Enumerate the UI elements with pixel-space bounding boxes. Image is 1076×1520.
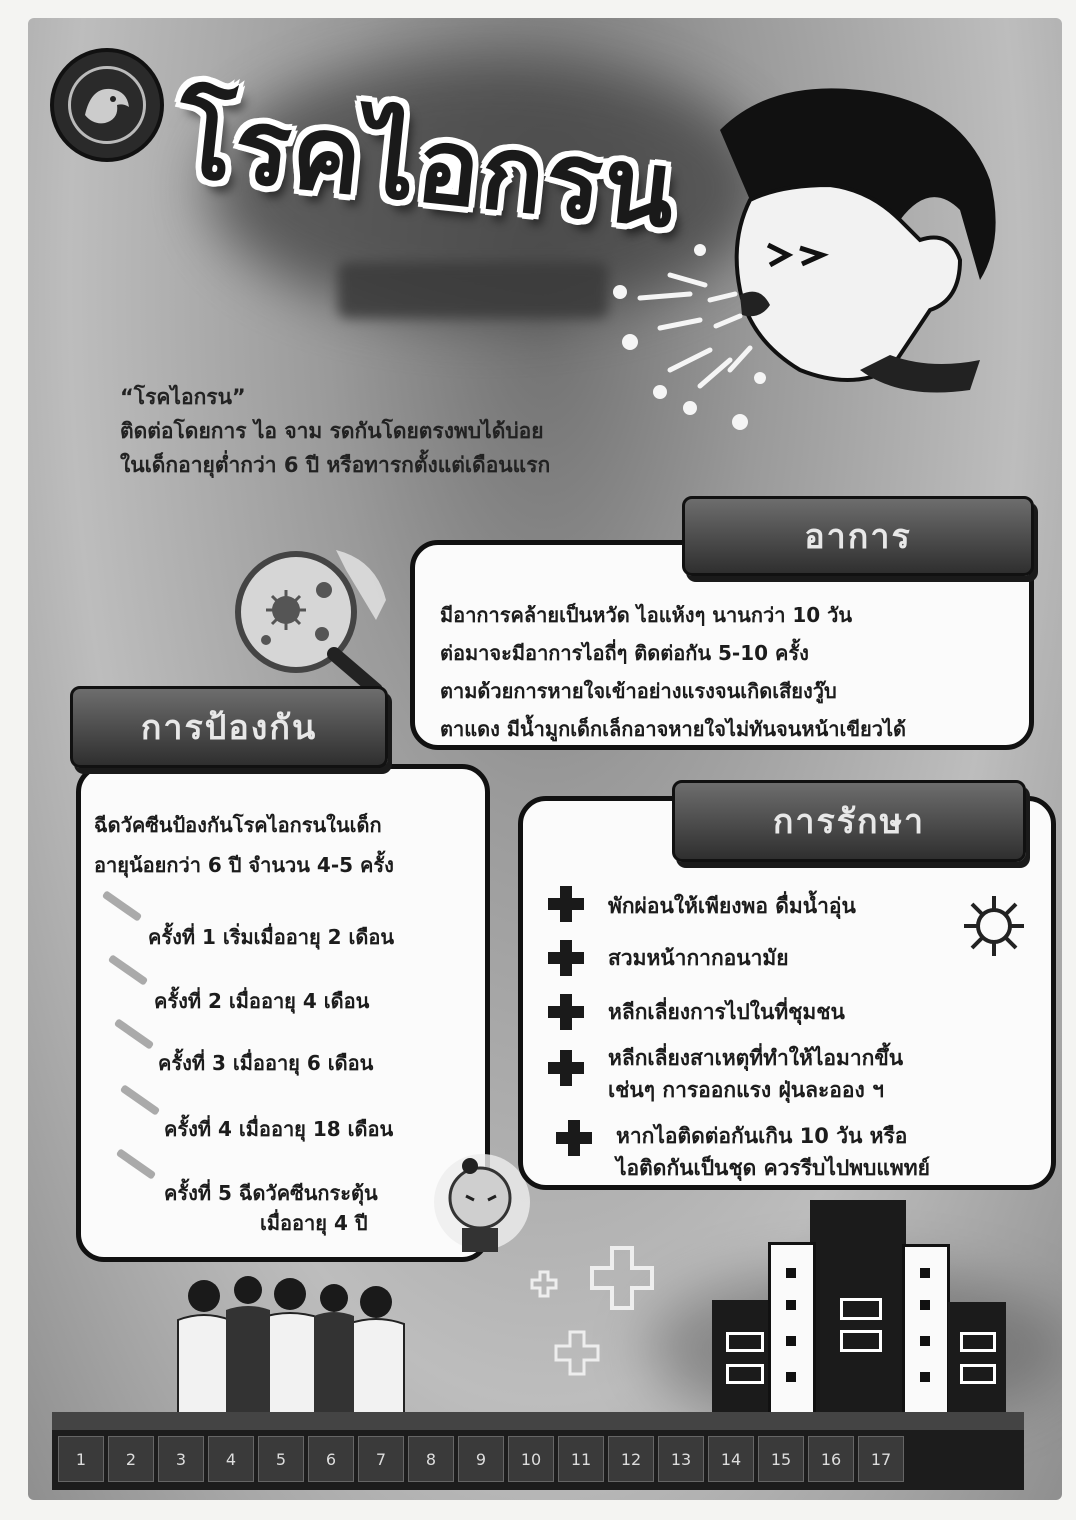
poster-title: โรคไอกรน xyxy=(170,77,683,252)
sdg-tile-15: 15 xyxy=(758,1436,804,1482)
treatment-item-3: หลีกเลี่ยงการไปในที่ชุมชน xyxy=(608,1000,845,1024)
medical-cross-icon xyxy=(548,994,584,1030)
seal-inner-ring xyxy=(68,66,146,144)
window xyxy=(960,1364,996,1384)
sdg-tile-11: 11 xyxy=(558,1436,604,1482)
window xyxy=(726,1332,764,1352)
treatment-item-5-cont: ไอติดกันเป็นชุด ควรรีบไปพบแพทย์ xyxy=(616,1156,930,1180)
sdg-tile-1: 1 xyxy=(58,1436,104,1482)
dose-5: ครั้งที่ 5 ฉีดวัคซีนกระตุ้น xyxy=(164,1181,378,1205)
medical-cross-icon xyxy=(548,886,584,922)
medical-cross-icon xyxy=(556,1120,592,1156)
coughing-person-icon xyxy=(600,70,1040,430)
window xyxy=(840,1330,882,1352)
prevention-heading: การป้องกัน xyxy=(70,686,388,768)
intro-quote: “โรคไอกรน” xyxy=(120,385,246,409)
symptoms-line-1: มีอาการคล้ายเป็นหวัด ไอแห้งๆ นานกว่า 10 วัน xyxy=(440,603,853,627)
sdg-tile-16: 16 xyxy=(808,1436,854,1482)
treatment-heading: การรักษา xyxy=(672,780,1026,862)
symptoms-line-2: ต่อมาจะมีอาการไอถี่ๆ ติดต่อกัน 5-10 ครั้ง xyxy=(440,641,809,665)
window xyxy=(786,1336,796,1346)
prevention-intro-1: ฉีดวัคซีนป้องกันโรคไอกรนในเด็ก xyxy=(94,813,382,837)
hospital-wing-right xyxy=(948,1302,1006,1416)
seal-icon xyxy=(50,48,164,162)
treatment-item-2: สวมหน้ากากอนามัย xyxy=(608,946,789,970)
sdg-tile-4: 4 xyxy=(208,1436,254,1482)
subtitle-blurred xyxy=(338,262,608,318)
intro-line-1: ติดต่อโดยการ ไอ จาม รดกันโดยตรงพบได้บ่อย xyxy=(120,419,544,443)
symptoms-line-4: ตาแดง มีน้ำมูกเด็กเล็กอาจหายใจไม่ทันจนหน้าเขียวได้ xyxy=(440,717,906,741)
medical-cross-icon xyxy=(548,940,584,976)
intro-line-2: ในเด็กอายุต่ำกว่า 6 ปี หรือทารกตั้งแต่เดือนแรก xyxy=(120,453,551,477)
symptoms-heading: อาการ xyxy=(682,496,1034,576)
window xyxy=(726,1364,764,1384)
window xyxy=(920,1336,930,1346)
prevention-intro-2: อายุน้อยกว่า 6 ปี จำนวน 4-5 ครั้ง xyxy=(94,853,394,877)
window xyxy=(920,1300,930,1310)
sdg-tile-10: 10 xyxy=(508,1436,554,1482)
sdg-tile-2: 2 xyxy=(108,1436,154,1482)
intro-text xyxy=(120,380,550,482)
window xyxy=(840,1298,882,1320)
dose-5-age: เมื่ออายุ 4 ปี xyxy=(260,1211,368,1235)
sdg-tile-7: 7 xyxy=(358,1436,404,1482)
dose-4: ครั้งที่ 4 เมื่ออายุ 18 เดือน xyxy=(164,1117,394,1141)
decorative-crosses xyxy=(526,1236,666,1386)
treatment-item-5: หากไอติดต่อกันเกิน 10 วัน หรือ xyxy=(616,1124,908,1148)
window xyxy=(786,1300,796,1310)
sdg-tile-12: 12 xyxy=(608,1436,654,1482)
treatment-item-1: พักผ่อนให้เพียงพอ ดื่มน้ำอุ่น xyxy=(608,894,856,918)
virus-magnifier-icon xyxy=(226,530,396,700)
virus-icon xyxy=(958,892,1030,960)
sdg-tile-9: 9 xyxy=(458,1436,504,1482)
window xyxy=(920,1268,930,1278)
window xyxy=(920,1372,930,1382)
sdg-tile-3: 3 xyxy=(158,1436,204,1482)
symptoms-line-3: ตามด้วยการหายใจเข้าอย่างแรงจนเกิดเสียงวู๊บ xyxy=(440,679,837,703)
sdg-tile-6: 6 xyxy=(308,1436,354,1482)
window xyxy=(786,1268,796,1278)
dose-1: ครั้งที่ 1 เริ่มเมื่ออายุ 2 เดือน xyxy=(148,925,395,949)
treatment-item-4: หลีกเลี่ยงสาเหตุที่ทำให้ไอมากขึ้น xyxy=(608,1046,904,1070)
treatment-item-4-cont: เช่นๆ การออกแรง ฝุ่นละออง ฯ xyxy=(608,1078,884,1102)
sdg-tile-13: 13 xyxy=(658,1436,704,1482)
doctors-group-icon xyxy=(168,1276,418,1426)
dose-3: ครั้งที่ 3 เมื่ออายุ 6 เดือน xyxy=(158,1051,374,1075)
window xyxy=(960,1332,996,1352)
sdg-tile-8: 8 xyxy=(408,1436,454,1482)
sdg-tile-17: 17 xyxy=(858,1436,904,1482)
sdg-tile-5: 5 xyxy=(258,1436,304,1482)
dose-2: ครั้งที่ 2 เมื่ออายุ 4 เดือน xyxy=(154,989,370,1013)
sdg-tile-14: 14 xyxy=(708,1436,754,1482)
medical-cross-icon xyxy=(548,1050,584,1086)
window xyxy=(786,1372,796,1382)
seal-emblem xyxy=(71,69,143,141)
